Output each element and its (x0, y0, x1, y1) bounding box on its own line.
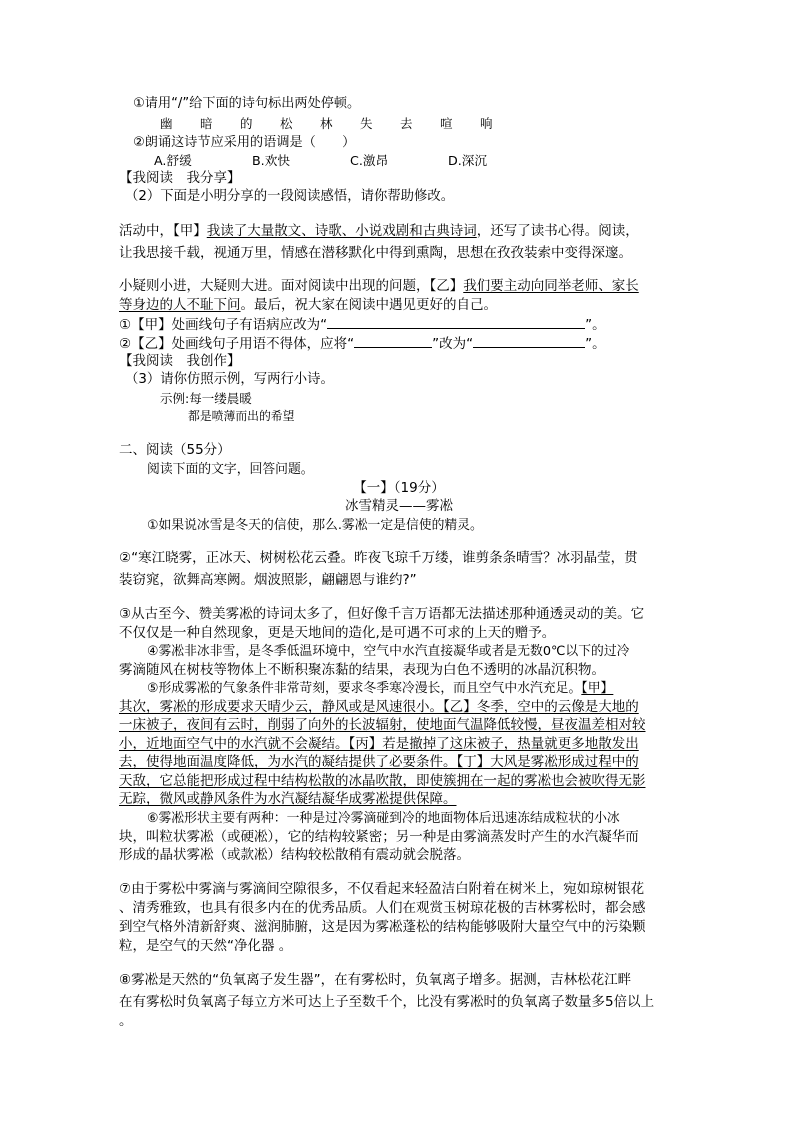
poem-line (160, 114, 720, 133)
paragraph-5-line6: 天敌，它总能把形成过程中结构松散的冰晶吹散，即使簇拥在一起的雾凇也会被吹得无影 (119, 773, 646, 789)
paragraph-1: ①如果说冰雪是冬天的信使，那么.雾凇一定是信使的精灵。 (147, 518, 483, 533)
poem-char: 喧 (440, 116, 453, 131)
heading-share: 【我阅读 我分享】 (119, 170, 241, 186)
option-c: C.激昂 (350, 153, 389, 168)
para1-underlined: 我读了大量散文、诗歌、小说戏剧和古典诗词 (206, 223, 477, 239)
paragraph-5-line1 (147, 679, 707, 698)
p5-l1-pre: ⑤形成雾凇的气象条件非常苛刻，要求冬季寒冷漫长，而且空气中水汽充足。 (147, 681, 582, 696)
para1-pre: 活动中，【甲】 (119, 223, 207, 239)
q2-options (154, 151, 714, 170)
poem-char: 去 (400, 116, 413, 131)
fix2-mid: ”改为“ (432, 336, 474, 352)
option-d: D.深沉 (448, 153, 488, 168)
paragraph-3-line2: 不仅仅是一种自然现象，更是天地间的造化,是可遇不可求的上天的赠予。 (119, 625, 556, 641)
paragraph-4-line1: ④雾凇非冰非雪，是冬季低温环境中，空气中水汽直接凝华或者是无数0℃以下的过冷 (147, 644, 630, 659)
paragraph-7-line4: 粒，是空气的天然“净化器 。 (119, 938, 293, 954)
option-a: A.舒缓 (154, 153, 192, 168)
para2-pre: 小疑则小进，大疑则大进。面对阅读中出现的问题，【乙】 (119, 278, 464, 294)
poem-char: 幽 (160, 116, 173, 131)
para2-underlined: 我们要主动向同举老师、家长 (463, 278, 639, 294)
fix1-answer-blank[interactable] (327, 315, 585, 329)
paragraph-8-line2: 在有雾松时负氧离子每立方米可达上子至数千个，比没有雾凇时的负氧离子数量多5倍以上 (119, 994, 655, 1010)
q2-prompt: ②朗诵这诗节应采用的语调是（ ） (133, 135, 356, 150)
option-b: B.欢快 (252, 153, 291, 168)
paragraph-7-line2: 、清秀雅致，也具有很多内在的优秀品质。人们在观赏玉树琼花极的吉林雾松时，都会感 (119, 900, 646, 916)
paragraph-6-line3: 形成的晶状雾凇（或款凇）结构较松散稍有震动就会脱落。 (119, 847, 470, 863)
heading-create: 【我阅读 我创作】 (119, 353, 241, 369)
paragraph-6-line2: 块，叫粒状雾凇（或硬凇），它的结构较紧密；另一种是由雾滴蒸发时产生的水汽凝华而 (119, 829, 639, 845)
poem-char: 响 (480, 116, 493, 131)
poem-char: 林 (320, 116, 333, 131)
fix2-line (119, 334, 679, 354)
paragraph-2-line2: 装窃窕，欲舞高寒阙。烟波照影，翩翩恩与谁约?” (119, 572, 417, 588)
q-create: （3）请你仿照示例，写两行小诗。 (125, 372, 334, 387)
paragraph-5-line7: 无踪，微风或静风条件为水汽凝结凝华成雾凇提供保障。 (119, 791, 457, 807)
poem-char: 暗 (200, 116, 213, 131)
para2-line2-post: 。最后，祝大家在阅读中遇见更好的自己。 (240, 297, 497, 313)
poem-char: 松 (280, 116, 293, 131)
para2-line2 (119, 296, 679, 315)
q1-prompt: ①请用“/”给下面的诗句标出两处停顿。 (133, 96, 361, 111)
para1-line1 (119, 222, 679, 241)
para1-post: ，还写了读书心得。阅读， (476, 223, 639, 239)
part-title: 【一】（19分） (353, 480, 445, 496)
para1-line2: 让我思接千载，视通万里，情感在潜移默化中得到熏陶，思想在孜孜装索中变得深邃。 (119, 245, 632, 261)
paragraph-7-line3: 到空气格外清新舒爽、滋润肺腑，这是因为雾凇蓬松的结构能够吸附大量空气中的污染颗 (119, 919, 646, 935)
section2-instruction: 阅读下面的文字，回答问题。 (147, 462, 314, 477)
poem-char: 的 (240, 116, 253, 131)
fix2-original-blank[interactable] (354, 334, 432, 348)
fix1-post: ”。 (585, 317, 606, 333)
fix2-revised-blank[interactable] (473, 334, 585, 348)
paragraph-2-line1: ②“寒江晓雾，正冰天、树树松花云叠。昨夜飞琼千万缕，谁剪条条晴雪？冰羽晶莹，贯 (119, 550, 638, 566)
section2-title: 二、阅读（55分） (119, 442, 231, 458)
paragraph-8-line1: ⑧雾凇是天然的“负氧离子发生器”，在有雾松时，负氧离子增多。据测，吉林松花江畔 (119, 972, 632, 988)
paragraph-4-line2: 雾滴随风在树枝等物体上不断积聚冻黏的结果，表现为白色不透明的冰晶沉积物。 (119, 662, 605, 678)
paragraph-5-line4: 小，近地面空气中的水汽就不会凝结。【丙】若是撤掉了这床被子，热量就更多地散发出 (119, 736, 639, 752)
paragraph-5-line2: 其次，雾凇的形成要求天晴少云，静风或是风速很小。【乙】冬季，空中的云像是大地的 (119, 699, 639, 715)
paragraph-6-line1: ⑥雾凇形状主要有两种：一种是过冷雾滴碰到冷的地面物体后迅速冻结成粒状的小冰 (147, 811, 620, 826)
p5-l1-underlined: 【甲】 (581, 681, 614, 696)
fix2-post: ”。 (585, 336, 606, 352)
fix1-pre: ①【甲】处画线句子有语病应改为“ (119, 317, 328, 333)
paragraph-5-line5: 去，使得地面温度降低，为水汽的凝结提供了必要条件。【丁】大风是雾凇形成过程中的 (119, 754, 639, 770)
fix2-pre: ②【乙】处画线句子用语不得体，应将“ (119, 336, 355, 352)
para2-line1 (119, 277, 679, 296)
paragraph-8-line3: 。 (119, 1013, 133, 1029)
fix1-line (119, 315, 679, 335)
poem-char: 失 (360, 116, 373, 131)
paragraph-5-line3: 一床被子，夜间有云时，削弱了向外的长波辐射，使地面气温降低较慢，昼夜温差相对较 (119, 717, 646, 733)
paragraph-7-line1: ⑦由于雾松中雾滴与雾滴间空隙很多，不仅看起来轻盈洁白附着在树米上，宛如琼树银花 (119, 881, 645, 897)
example-line2: 都是喷薄而出的希望 (188, 409, 295, 423)
essay-title: 冰雪精灵——雾凇 (345, 498, 453, 514)
example-line1: 示例:每一缕晨暖 (160, 391, 252, 406)
q-share: （2）下面是小明分享的一段阅读感悟，请你帮助修改。 (125, 189, 455, 204)
paragraph-3-line1: ③从古至今、赞美雾凇的诗词太多了，但好像千言万语都无法描述那种通透灵动的美。它 (119, 606, 645, 622)
para2-line2-underlined: 等身边的人不耻下问 (119, 297, 241, 313)
